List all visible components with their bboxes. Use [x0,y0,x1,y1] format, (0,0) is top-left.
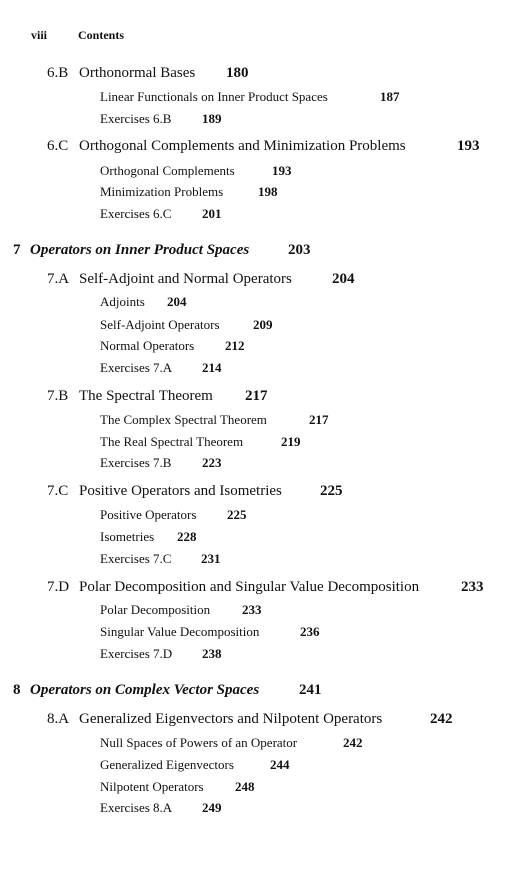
section-title: Polar Decomposition and Singular Value Decomposition [79,579,420,595]
toc-subsection[interactable] [100,646,222,661]
section-title: Generalized Eigenvectors and Nilpotent Operators [79,711,383,727]
subsection-page: 219 [281,434,301,449]
subsection-title: Isometries [100,529,155,544]
running-header-page-number: viii [31,28,48,42]
toc-subsection[interactable] [100,529,197,544]
section-code: 7.B [47,388,69,404]
section-code: 7.C [47,483,69,499]
section-code: 6.B [47,65,69,81]
subsection-page: 248 [235,779,255,794]
running-header-title: Contents [78,28,125,42]
subsection-title: Exercises 7.C [100,551,172,566]
section-page: 225 [320,483,343,499]
toc-subsection[interactable] [100,206,222,221]
toc-subsection[interactable] [100,551,221,566]
subsection-title: Self-Adjoint Operators [100,317,220,332]
subsection-page: 238 [202,646,222,661]
chapter-number: 8 [13,682,21,698]
section-title: The Spectral Theorem [79,388,213,404]
subsection-page: 189 [202,111,222,126]
toc-subsection[interactable] [100,779,255,794]
toc-subsection[interactable] [100,412,329,427]
subsection-page: 187 [380,89,400,104]
section-code: 7.D [47,579,70,595]
subsection-page: 242 [343,735,363,750]
subsection-page: 231 [201,551,221,566]
toc-subsection[interactable] [100,294,187,309]
subsection-page: 198 [258,184,278,199]
toc-subsection[interactable] [100,434,301,449]
chapter-number: 7 [13,242,21,258]
subsection-page: 204 [167,294,187,309]
toc-section-6c[interactable] [47,138,480,154]
section-page: 217 [245,388,268,404]
toc-subsection[interactable] [100,624,320,639]
chapter-page: 203 [288,242,311,258]
toc-section-7b[interactable] [47,388,268,404]
subsection-page: 217 [309,412,329,427]
section-title: Orthogonal Complements and Minimization Problems [79,138,406,154]
section-code: 8.A [47,711,70,727]
subsection-page: 225 [227,507,247,522]
section-code: 6.C [47,138,69,154]
subsection-page: 233 [242,602,262,617]
section-title: Orthonormal Bases [79,65,196,81]
subsection-title: Positive Operators [100,507,197,522]
subsection-page: 244 [270,757,290,772]
toc-subsection[interactable] [100,507,247,522]
subsection-title: Orthogonal Complements [100,163,235,178]
subsection-title: Exercises 6.B [100,111,172,126]
subsection-title: Exercises 7.B [100,455,172,470]
section-title: Self-Adjoint and Normal Operators [79,271,292,287]
subsection-title: Exercises 8.A [100,800,173,815]
chapter-title: Operators on Complex Vector Spaces [30,682,260,698]
subsection-title: Exercises 7.A [100,360,173,375]
toc-section-7d[interactable] [47,579,484,595]
subsection-title: Minimization Problems [100,184,224,199]
section-page: 193 [457,138,480,154]
chapter-title: Operators on Inner Product Spaces [30,242,250,258]
toc-subsection[interactable] [100,602,262,617]
subsection-page: 193 [272,163,292,178]
section-code: 7.A [47,271,70,287]
subsection-page: 223 [202,455,222,470]
toc-section-6b[interactable] [47,65,249,81]
subsection-page: 214 [202,360,222,375]
subsection-page: 236 [300,624,320,639]
subsection-title: The Real Spectral Theorem [100,434,244,449]
toc-subsection[interactable] [100,163,292,178]
toc-section-7a[interactable] [47,271,355,287]
toc-subsection[interactable] [100,735,363,750]
subsection-title: Polar Decomposition [100,602,211,617]
subsection-title: Exercises 7.D [100,646,173,661]
subsection-title: Normal Operators [100,338,195,353]
subsection-page: 212 [225,338,245,353]
toc-subsection[interactable] [100,455,222,470]
section-page: 233 [461,579,484,595]
toc-subsection[interactable] [100,360,222,375]
subsection-title: Adjoints [100,294,145,309]
toc-subsection[interactable] [100,800,222,815]
section-page: 242 [430,711,453,727]
toc-subsection[interactable] [100,338,245,353]
subsection-title: Generalized Eigenvectors [100,757,234,772]
subsection-page: 201 [202,206,222,221]
section-page: 204 [332,271,355,287]
toc-section-7c[interactable] [47,483,343,499]
subsection-title: Linear Functionals on Inner Product Spaces [100,89,328,104]
toc-section-8a[interactable] [47,711,453,727]
toc-chapter-8[interactable] [13,682,322,698]
toc-subsection[interactable] [100,111,222,126]
subsection-title: Null Spaces of Powers of an Operator [100,735,298,750]
toc-subsection[interactable] [100,184,278,199]
subsection-page: 209 [253,317,273,332]
toc-chapter-7[interactable] [13,242,311,258]
toc-subsection[interactable] [100,317,273,332]
subsection-title: Exercises 6.C [100,206,172,221]
subsection-title: Nilpotent Operators [100,779,204,794]
section-title: Positive Operators and Isometries [79,483,282,499]
section-page: 180 [226,65,249,81]
toc-subsection[interactable] [100,89,400,104]
subsection-page: 249 [202,800,222,815]
toc-subsection[interactable] [100,757,290,772]
chapter-page: 241 [299,682,322,698]
subsection-page: 228 [177,529,197,544]
subsection-title: The Complex Spectral Theorem [100,412,267,427]
subsection-title: Singular Value Decomposition [100,624,260,639]
